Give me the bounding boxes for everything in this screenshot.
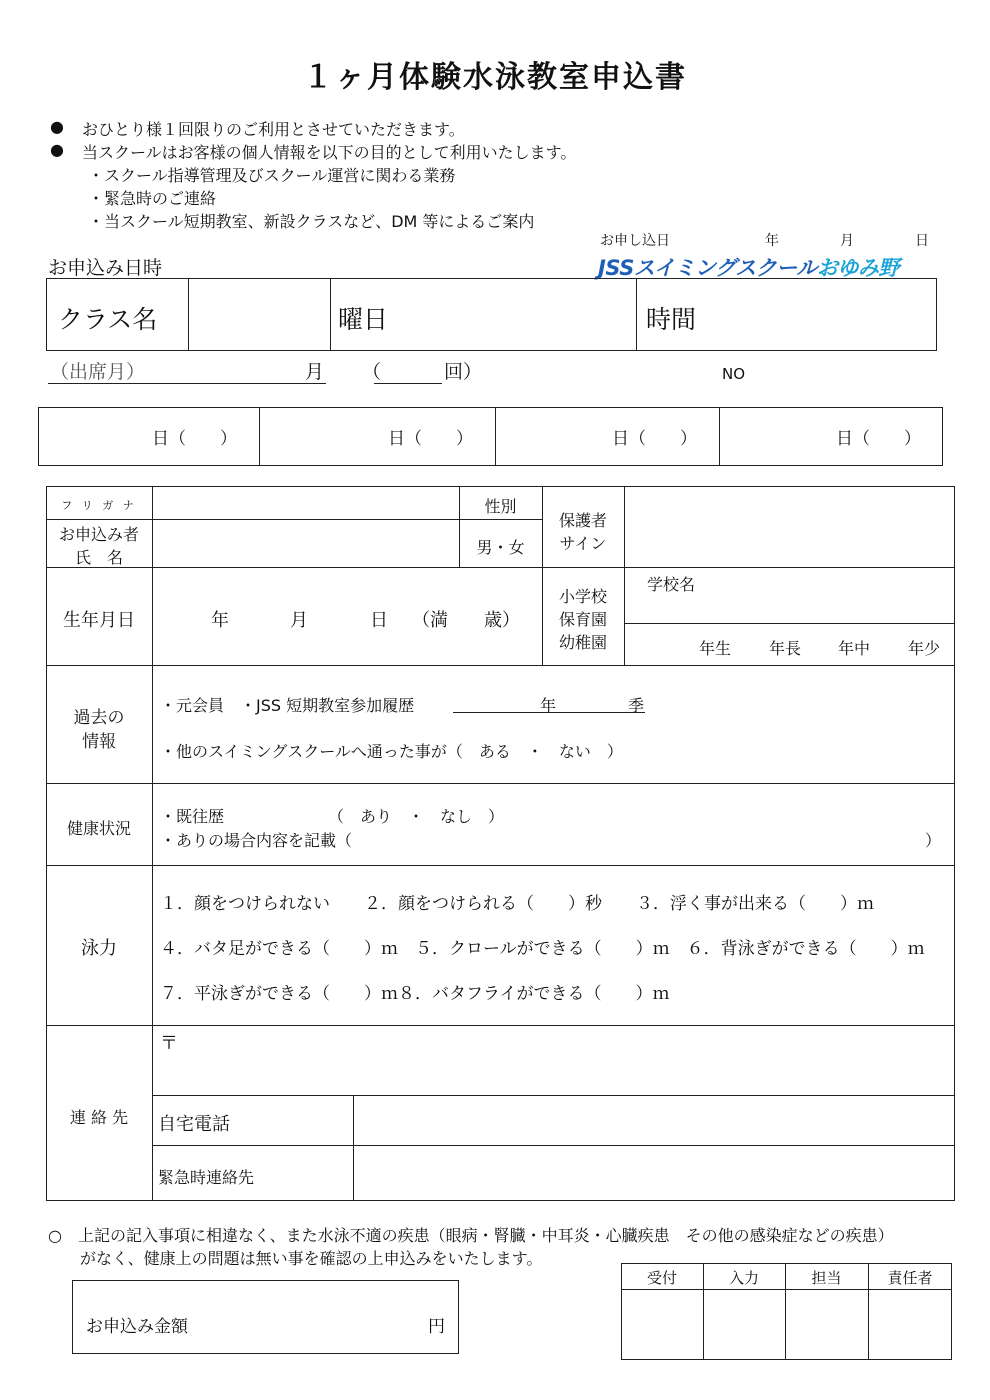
dob-year: 年 [211,610,229,631]
fee-label: お申込み金額 [86,1317,188,1337]
health-line-2: ・ありの場合内容を記載（ [160,831,353,850]
attendance-no: NO [722,365,746,383]
applicant-name-label-2: 氏 名 [74,548,123,567]
declaration-line-2: がなく、健康上の問題は無い事を確認の上申込みをいたします。 [80,1249,543,1268]
health-line-2-close: ） [925,831,942,850]
emergency-label: 緊急時連絡先 [158,1168,255,1187]
emergency-input[interactable] [356,1148,952,1198]
home-phone-label: 自宅電話 [158,1114,230,1135]
office-col-manager: 責任者 [887,1269,933,1287]
note-sub-2: ・緊急時のご連絡 [88,189,217,208]
history-season: 季 [628,696,645,715]
grade-4: 年少 [908,639,941,658]
schedule-label: お申込み日時 [48,257,163,279]
history-line-2: ・他のスイミングスクールへ通った事が（ ある ・ ない ） [160,742,623,761]
school-type-1: 小学校 [558,587,607,606]
date-cell-1: 日（ ） [152,429,237,449]
contact-label: 連 絡 先 [69,1108,129,1127]
home-phone-input[interactable] [356,1098,952,1143]
applicant-name-input[interactable] [154,521,458,566]
apply-day: 日 [915,233,929,249]
swim-row-2: ４．バタ足ができる（ ）ｍ ５．クロールができる（ ）ｍ ６．背泳ぎができる（ ）ｍ [160,939,925,959]
class-name-label: クラス名 [58,305,158,334]
office-col-reception: 受付 [646,1269,677,1287]
health-line-1: ・既往歴 （ あり ・ なし ） [160,807,505,826]
date-cell-3: 日（ ） [612,429,697,449]
apply-year: 年 [765,233,779,249]
dob-age: （満 歳） [412,610,520,631]
guardian-label-1: 保護者 [558,511,607,530]
guardian-signature-field[interactable] [626,488,953,566]
grade-3: 年中 [838,639,871,658]
note-sub-3: ・当スクール短期教室、新設クラスなど、DM 等によるご案内 [88,212,535,231]
school-name-label: 学校名 [647,575,696,594]
dob-label: 生年月日 [63,610,135,631]
attendance-month-line [50,357,326,383]
address-input[interactable] [180,1028,950,1092]
furigana-input[interactable] [154,488,458,518]
bullet-icon: ● [50,140,64,159]
dob-day: 日 [370,610,388,631]
date-cell-4: 日（ ） [836,429,921,449]
history-line-1: ・元会員 ・JSS 短期教室参加履歴 [160,696,415,715]
history-label-2: 情報 [82,732,116,752]
note-sub-1: ・スクール指導管理及びスクール運営に関わる業務 [88,166,456,185]
attendance-label: （出席月） [50,361,146,383]
note-bullet-2: 当スクールはお客様の個人情報を以下の目的として利用いたします。 [82,143,577,162]
swim-row-1: １．顔をつけられない ２．顔をつけられる（ ）秒 ３．浮く事が出来る（ ）ｍ [160,894,874,914]
swim-label: 泳力 [81,938,117,959]
bullet-icon: ● [50,117,64,136]
office-col-input: 入力 [728,1269,759,1287]
attendance-count-open: （ [362,361,382,383]
attendance-month-unit: 月 [305,361,325,383]
school-logo: JSSスイミングスクールおゆみ野 [598,256,899,280]
postal-mark: 〒 [160,1033,178,1054]
time-label: 時間 [646,305,697,334]
grade-1: 年生 [699,639,732,658]
health-label: 健康状況 [66,819,131,838]
class-table [46,278,937,351]
date-cell-2: 日（ ） [388,429,473,449]
apply-date-label: お申し込日 [600,233,670,249]
gender-choice[interactable]: 男・女 [476,538,525,557]
school-type-3: 幼稚園 [558,633,607,652]
gender-label: 性別 [484,497,517,516]
history-year: 年 [540,696,557,715]
weekday-label: 曜日 [338,305,389,334]
dob-month: 月 [290,610,308,631]
note-bullet-1: おひとり様１回限りのご利用とさせていただきます。 [82,120,465,139]
office-col-staff: 担当 [811,1269,842,1287]
school-type-2: 保育園 [558,610,607,629]
history-label-1: 過去の [73,708,125,728]
page-title: １ヶ月体験水泳教室申込書 [303,60,687,95]
guardian-label-2: サイン [559,534,607,553]
grade-2: 年長 [769,639,802,658]
applicant-name-label-1: お申込み者 [58,525,139,544]
declaration-line-1: ○ 上記の記入事項に相違なく、また水泳不適の疾患（眼病・腎臓・中耳炎・心臓疾患 その他の感染症などの疾患） [48,1226,894,1245]
attendance-count-close: 回） [444,361,483,383]
fee-unit: 円 [428,1317,445,1337]
furigana-label: フ リ ガ ナ [61,499,137,512]
swim-row-3: ７．平泳ぎができる（ ）ｍ８．バタフライができる（ ）ｍ [160,984,670,1004]
apply-month: 月 [840,233,854,249]
